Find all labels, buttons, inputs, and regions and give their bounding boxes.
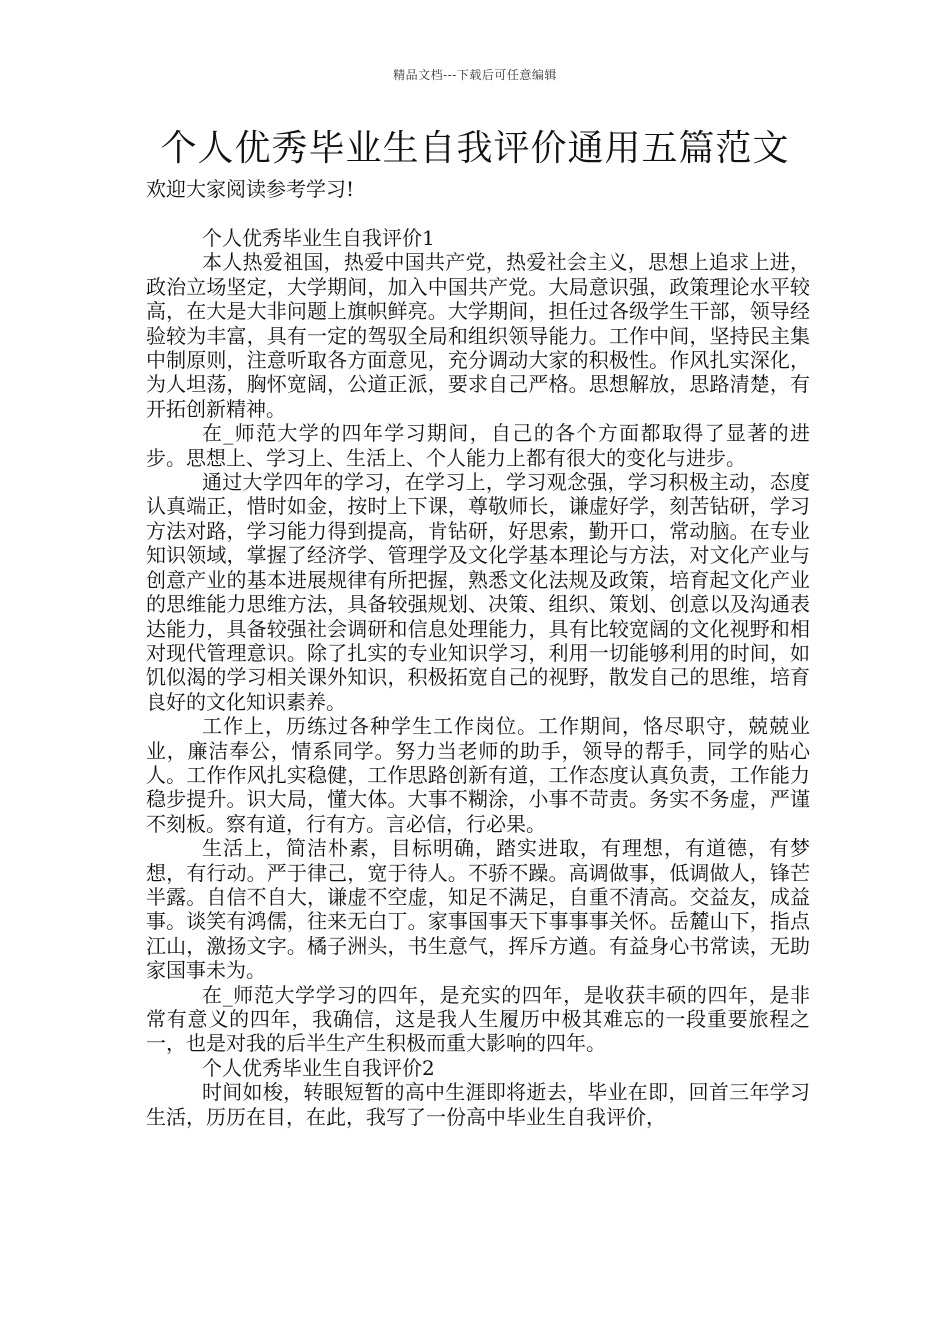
body-paragraph: 生活上，简洁朴素，目标明确，踏实进取，有理想，有道德，有梦想，有行动。严于律己，宽于待人。不骄不躁。高调做事，低调做人，锋芒半露。自信不自大，谦虚不空虚，知足不满足，自重不清高。交益友，成益事。谈笑有鸿儒，往来无白丁。家事国事天下事事事关怀。岳麓山下，指点江山，激扬文字。橘子洲头，书生意气，挥斥方遒。有益身心书常读，无助家国事未为。 bbox=[146, 836, 810, 983]
greeting-text: 欢迎大家阅读参考学习! bbox=[146, 177, 355, 201]
body-paragraph: 本人热爱祖国，热爱中国共产党，热爱社会主义，思想上追求上进，政治立场坚定，大学期间，加入中国共产党。大局意识强，政策理论水平较高，在大是大非问题上旗帜鲜亮。大学期间，担任过各级学生干部，领导经验较为丰富，具有一定的驾驭全局和组织领导能力。工作中间，坚持民主集中制原则，注意听取各方面意见，充分调动大家的积极性。作风扎实深化，为人坦荡，胸怀宽阔，公道正派，要求自己严格。思想解放，思路清楚，有开拓创新精神。 bbox=[146, 250, 810, 421]
body-paragraph: 通过大学四年的学习，在学习上，学习观念强，学习积极主动，态度认真端正，惜时如金，按时上下课，尊敬师长，谦虚好学，刻苦钻研，学习方法对路，学习能力得到提高，肯钻研，好思索，勤开口，常动脑。在专业知识领域，掌握了经济学、管理学及文化学基本理论与方法，对文化产业与创意产业的基本进展规律有所把握，熟悉文化法规及政策，培育起文化产业的思维能力思维方法，具备较强规划、决策、组织、策划、创意以及沟通表达能力，具备较强社会调研和信息处理能力，具有比较宽阔的文化视野和相对现代管理意识。除了扎实的专业知识学习，利用一切能够利用的时间，如饥似渴的学习相关课外知识，积极拓宽自己的视野，散发自己的思维，培育良好的文化知识素养。 bbox=[146, 470, 810, 714]
body-paragraph: 时间如梭，转眼短暂的高中生涯即将逝去，毕业在即，回首三年学习生活，历历在目，在此，我写了一份高中毕业生自我评价， bbox=[146, 1080, 810, 1129]
section-heading: 个人优秀毕业生自我评价2 bbox=[202, 1055, 435, 1080]
page-header-note: 精品文档---下载后可任意编辑 bbox=[393, 68, 557, 82]
body-paragraph: 在_师范大学的四年学习期间，自己的各个方面都取得了显著的进步。思想上、学习上、生活上、个人能力上都有很大的变化与进步。 bbox=[146, 421, 810, 470]
section-heading: 个人优秀毕业生自我评价1 bbox=[202, 226, 435, 250]
document-title: 个人优秀毕业生自我评价通用五篇范文 bbox=[160, 128, 790, 169]
body-paragraph: 工作上，历练过各种学生工作岗位。工作期间，恪尽职守，兢兢业业，廉洁奉公，情系同学。努力当老师的助手，领导的帮手，同学的贴心人。工作作风扎实稳健，工作思路创新有道，工作态度认真负责，工作能力稳步提升。识大局，懂大体。大事不糊涂，小事不苛责。务实不务虚，严谨不刻板。察有道，行有方。言必信，行必果。 bbox=[146, 714, 810, 836]
document-body bbox=[146, 226, 810, 1129]
body-paragraph: 在_师范大学学习的四年，是充实的四年，是收获丰硕的四年，是非常有意义的四年，我确信，这是我人生履历中极其难忘的一段重要旅程之一，也是对我的后半生产生积极而重大影响的四年。 bbox=[146, 982, 810, 1056]
